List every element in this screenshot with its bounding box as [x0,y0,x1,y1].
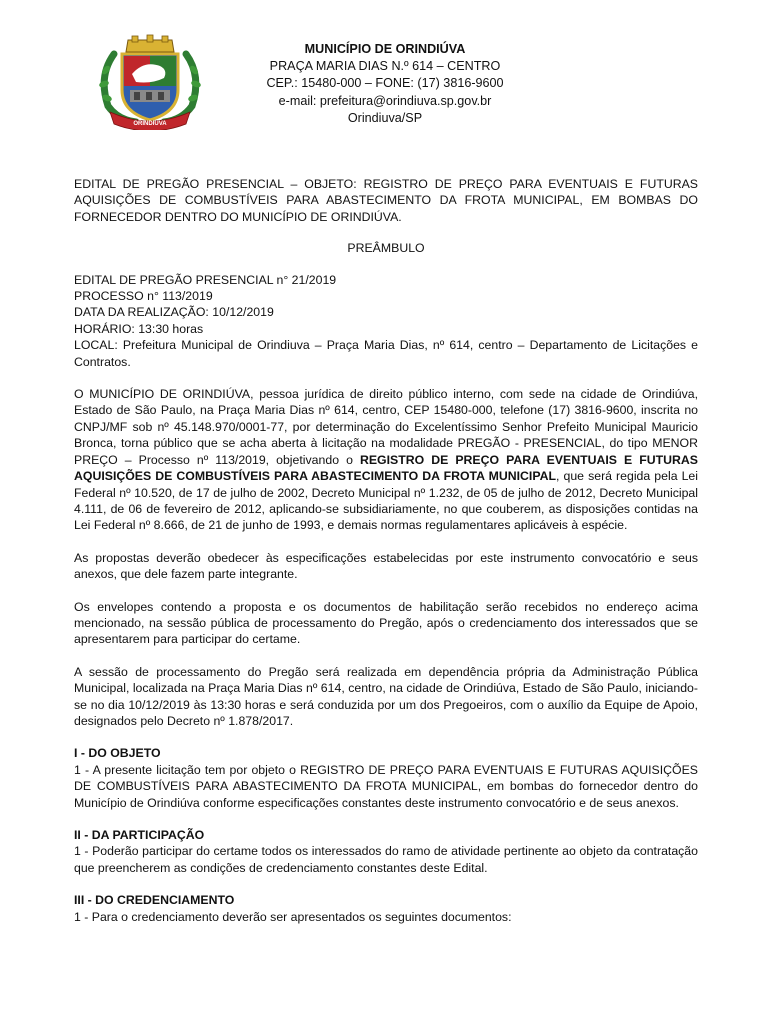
section-text-credenciamento: 1 - Para o credenciamento deverão ser apresentados os seguintes documentos: [74,909,512,924]
preamble-heading: PREÂMBULO [347,241,425,256]
info-data: DATA DA REALIZAÇÃO: 10/12/2019 [74,305,274,320]
municipal-crest-logo [92,34,208,130]
letterhead-cep-phone: CEP.: 15480-000 – FONE: (17) 3816-9600 [266,76,504,91]
municipality-name: MUNICÍPIO DE ORINDIÚVA [304,42,466,56]
section-heading-credenciamento: III - DO CREDENCIAMENTO [74,893,235,908]
section-text-participacao: 1 - Poderão participar do certame todos os interessados do ramo de atividade pertinente ao objeto da contratação que preencherem as condições de credenciamento constantes deste Edital. [74,844,698,875]
info-horario: HORÁRIO: 13:30 horas [74,321,204,336]
document-body [74,176,698,925]
letterhead [240,41,530,127]
section-text-objeto: 1 - A presente licitação tem por objeto o REGISTRO DE PREÇO PARA EVENTUAIS E FUTURAS AQUISIÇÕES DE COMBUSTÍVEIS PARA ABASTECIMENTO DA FROTA MUNICIPAL, em bombas do fornecedor dentro do Município de Orindiúva conforme especificações constantes deste instrumento convocatório e de seus anexos. [74,762,698,810]
letterhead-email: e-mail: prefeitura@orindiuva.sp.gov.br [278,93,492,108]
intro-object-bold: REGISTRO DE PREÇO PARA EVENTUAIS E FUTURAS AQUISIÇÕES DE COMBUSTÍVEIS PARA ABASTECIMENTO DA FROTA MUNICIPAL [74,452,698,484]
section-heading-objeto: I - DO OBJETO [74,746,161,761]
info-processo: PROCESSO n° 113/2019 [74,289,213,304]
document-title: EDITAL DE PREGÃO PRESENCIAL – OBJETO: REGISTRO DE PREÇO PARA EVENTUAIS E FUTURAS AQUISIÇÕES DE COMBUSTÍVEIS PARA ABASTECIMENTO DA FROTA MUNICIPAL, EM BOMBAS DO FORNECEDOR DENTRO DO MUNICÍPIO DE ORINDIÚVA. [74,177,698,224]
info-local: LOCAL: Prefeitura Municipal de Orindiuva – Praça Maria Dias, nº 614, centro – Departamento de Licitações e Contratos. [74,338,698,369]
crest-ribbon-text: ORINDIÚVA [133,121,167,127]
propostas-paragraph: As propostas deverão obedecer às especificações estabelecidas por este instrumento convocatório e seus anexos, que dele fazem parte integrante. [74,550,698,582]
intro-text-part1: O MUNICÍPIO DE ORINDIÚVA, pessoa jurídica de direito público interno, com sede na cidade de Orindiúva, Estado de São Paulo, na Praça Maria Dias nº 614, centro, CEP 15480-000, telefone (17) 3816-9600, inscrita no CNPJ/MF sob nº 45.148.970/0001-77, por determinação do Excelentíssimo Senhor Prefeito Municipal Mauricio Bronca, torna público que se acha aberta à licitação na modalidade PREGÃO - PRESENCIAL, do tipo MENOR PREÇO – Processo nº 113/2019, objetivando o [74,387,698,467]
envelopes-paragraph: Os envelopes contendo a proposta e os documentos de habilitação serão recebidos no endereço acima mencionado, na sessão pública de processamento do Pregão, após o credenciamento dos interessados que se apresentarem para participar do certame. [74,599,698,647]
info-edital: EDITAL DE PREGÃO PRESENCIAL n° 21/2019 [74,272,337,287]
section-heading-participacao: II - DA PARTICIPAÇÃO [74,828,205,842]
letterhead-city: Orindiuva/SP [347,110,423,125]
intro-paragraph [74,386,698,534]
sessao-paragraph: A sessão de processamento do Pregão será realizada em dependência própria da Administração Pública Municipal, localizada na Praça Maria Dias nº 614, centro, na cidade de Orindiúva, Estado de São Paulo, iniciando-se no dia 10/12/2019 às 13:30 horas e será conduzida por um dos Pregoeiros, com o auxílio da Equipe de Apoio, designados pelo Decreto nº 1.878/2017. [74,664,698,728]
intro-text-part2: , que será regida pela Lei Federal nº 10.520, de 17 de julho de 2002, Decreto Municipal nº 1.232, de 05 de julho de 2012, Decreto Municipal 4.111, de 06 de fevereiro de 2012, aplicando-se subsidiariamente, no que couberem, as disposições contidas na Lei Federal nº 8.666, de 21 de junho de 1993, e demais normas regulamentares aplicáveis à espécie. [74,469,699,533]
letterhead-address: PRAÇA MARIA DIAS N.º 614 – CENTRO [269,59,501,74]
